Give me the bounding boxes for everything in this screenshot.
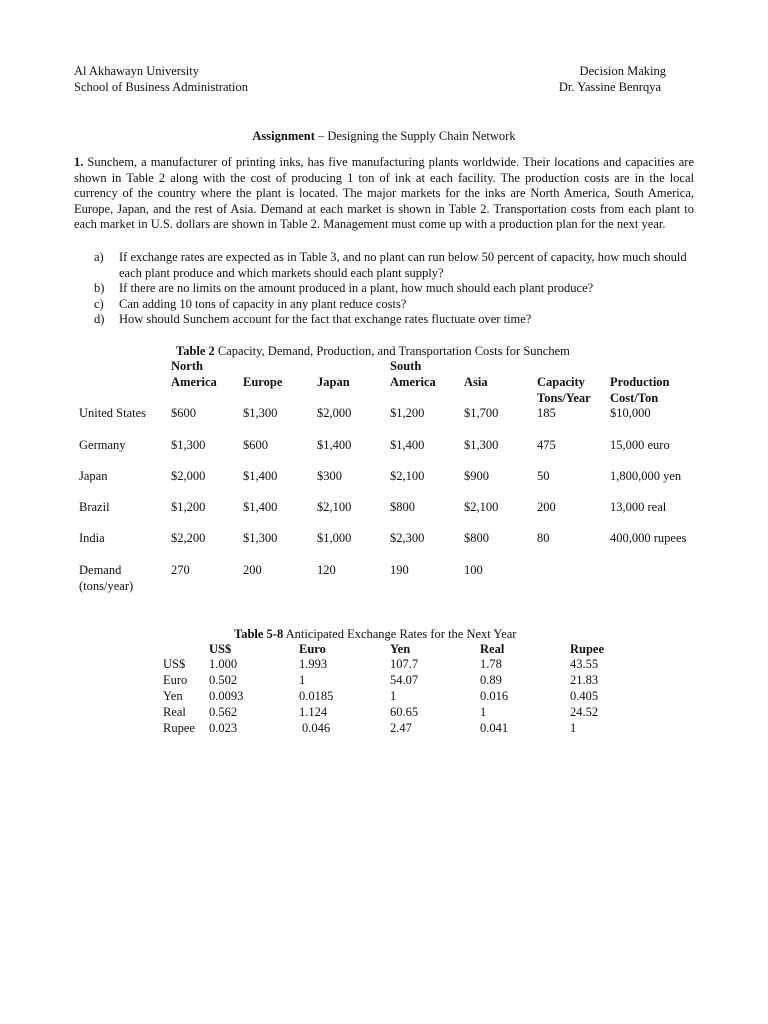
table-cell: $600 [171, 406, 196, 420]
title-bold: Assignment [252, 129, 315, 143]
rate-cell: 24.52 [570, 705, 599, 719]
col-header: US$ [209, 642, 232, 656]
table-cell: $2,100 [317, 500, 352, 514]
demand-cell: 120 [317, 563, 336, 577]
course-name: Decision Making [579, 64, 666, 78]
row-label: India [79, 531, 105, 545]
university-name: Al Akhawayn University [74, 64, 199, 78]
item-text: How should Sunchem account for the fact that exchange rates fluctuate over time? [119, 312, 532, 326]
item-label: d) [94, 312, 105, 326]
rate-cell: 0.0185 [299, 689, 334, 703]
demand-cell: 100 [464, 563, 483, 577]
header-line: America [390, 374, 436, 389]
table-cell: $800 [464, 531, 489, 545]
item-text: If exchange rates are expected as in Table 3, and no plant can run below 50 percent of capacity, how much should each plant produce and which markets should each plant supply? [119, 250, 687, 280]
question-text: Sunchem, a manufacturer of printing inks, has five manufacturing plants worldwide. Their locations and capacities are shown in Table 2 along with the cost of producing 1 ton of ink at each facility. The production costs are in the local currency of the country where the plant is located. The major markets for the inks are North America, South America, Europe, Japan, and the rest of Asia. Demand at each market is shown in Table 2. Transportation costs from each plant to each market in U.S. dollars are shown in Table 2. Management must come up with a production plan for the next year. [74, 155, 694, 231]
table-cell: $1,400 [243, 500, 278, 514]
row-label: Germany [79, 438, 126, 452]
table-cell: $1,400 [317, 438, 352, 452]
table-cell: $1,300 [243, 531, 278, 545]
rate-cell: 0.023 [209, 721, 238, 735]
table-5-8-caption [234, 627, 516, 643]
row-label: Japan [79, 469, 108, 483]
rate-cell: 54.07 [390, 673, 419, 687]
header-line: Capacity [537, 375, 585, 389]
table-cell: $1,300 [464, 438, 499, 452]
table-cell: 80 [537, 531, 550, 545]
table-cell: $900 [464, 469, 489, 483]
demand-cell: 190 [390, 563, 409, 577]
header-line: Tons/Year [537, 390, 591, 405]
row-label: United States [79, 406, 147, 420]
table-cell: $1,700 [464, 406, 499, 420]
item-label: c) [94, 296, 104, 311]
caption-bold: Table 5-8 [234, 627, 284, 641]
rate-cell: 1.78 [480, 657, 502, 671]
table-cell: 475 [537, 438, 556, 452]
rate-cell: 0.046 [302, 721, 331, 735]
table-cell: $800 [390, 500, 415, 514]
item-text: Can adding 10 tons of capacity in any plant reduce costs? [119, 296, 407, 311]
rate-cell: 1.993 [299, 657, 328, 671]
caption-rest: Anticipated Exchange Rates for the Next Year [283, 627, 517, 641]
table-cell: $1,300 [171, 438, 206, 452]
instructor-name: Dr. Yassine Benrqya [558, 79, 661, 94]
demand-cell: 270 [171, 563, 190, 577]
table-cell: $2,000 [171, 469, 206, 483]
header-asia: Asia [464, 375, 488, 389]
table-cell: $1,200 [171, 500, 206, 514]
table-cell: 200 [537, 500, 556, 514]
col-header: Real [480, 642, 505, 656]
col-header: Euro [299, 642, 326, 656]
rate-cell: 1 [570, 721, 577, 735]
rate-cell: 0.89 [480, 673, 502, 687]
rate-cell: 2.47 [390, 721, 412, 735]
header-line: Production [610, 375, 670, 389]
table-cell: $2,000 [317, 406, 352, 420]
table-cell: $2,100 [390, 469, 425, 483]
table-cell: $2,300 [390, 531, 425, 545]
header-line: North [171, 359, 203, 373]
table-cell: $1,400 [390, 438, 425, 452]
question-number: 1. [74, 155, 84, 169]
table-cell: $300 [317, 469, 342, 483]
rate-cell: 0.405 [570, 689, 599, 703]
rate-cell: 1 [299, 673, 306, 687]
header-japan: Japan [317, 375, 350, 389]
header-line: America [171, 374, 217, 389]
demand-cell: 200 [243, 563, 262, 577]
table-cell: 185 [537, 406, 556, 420]
table-cell: $2,200 [171, 531, 206, 545]
demand-label-line: (tons/year) [79, 578, 134, 593]
rate-cell: 0.502 [209, 673, 238, 687]
header-line: South [390, 359, 422, 373]
rate-cell: 0.041 [480, 721, 509, 735]
rate-cell: 1 [480, 705, 487, 719]
title-rest: – Designing the Supply Chain Network [314, 129, 516, 143]
row-label: Rupee [163, 721, 195, 735]
rate-cell: 107.7 [390, 657, 419, 671]
row-label: Euro [163, 673, 188, 687]
rate-cell: 60.65 [390, 705, 419, 719]
header-europe: Europe [243, 375, 283, 389]
rate-cell: 1.124 [299, 705, 328, 719]
col-header: Yen [390, 642, 411, 656]
table-cell: 13,000 real [610, 500, 667, 514]
table-cell: $600 [243, 438, 268, 452]
item-label: b) [94, 281, 105, 295]
item-text: If there are no limits on the amount produced in a plant, how much should each plant produce? [119, 281, 594, 295]
header-line: Cost/Ton [610, 390, 659, 405]
rate-cell: 1.000 [209, 657, 238, 671]
rate-cell: 1 [390, 689, 397, 703]
rate-cell: 0.0093 [209, 689, 244, 703]
table-cell: $10,000 [610, 406, 651, 420]
table-cell: $1,400 [243, 469, 278, 483]
row-label: US$ [163, 657, 186, 671]
row-label: Yen [163, 689, 183, 703]
col-header: Rupee [570, 642, 605, 656]
item-label: a) [94, 250, 104, 264]
table-cell: 1,800,000 yen [610, 469, 682, 483]
table-cell: 15,000 euro [610, 438, 670, 452]
table-cell: 50 [537, 469, 550, 483]
row-label: Brazil [79, 500, 110, 514]
table-cell: 400,000 rupees [610, 531, 687, 545]
rate-cell: 43.55 [570, 657, 599, 671]
table-cell: $1,000 [317, 531, 352, 545]
caption-rest: Capacity, Demand, Production, and Transportation Costs for Sunchem [214, 344, 570, 358]
caption-bold: Table 2 [176, 344, 215, 358]
table-cell: $1,300 [243, 406, 278, 420]
rate-cell: 0.016 [480, 689, 509, 703]
demand-label-line: Demand [79, 563, 122, 577]
row-label: Real [163, 705, 186, 719]
school-name: School of Business Administration [74, 79, 248, 94]
rate-cell: 0.562 [209, 705, 238, 719]
table-cell: $2,100 [464, 500, 499, 514]
rate-cell: 21.83 [570, 673, 599, 687]
table-cell: $1,200 [390, 406, 425, 420]
